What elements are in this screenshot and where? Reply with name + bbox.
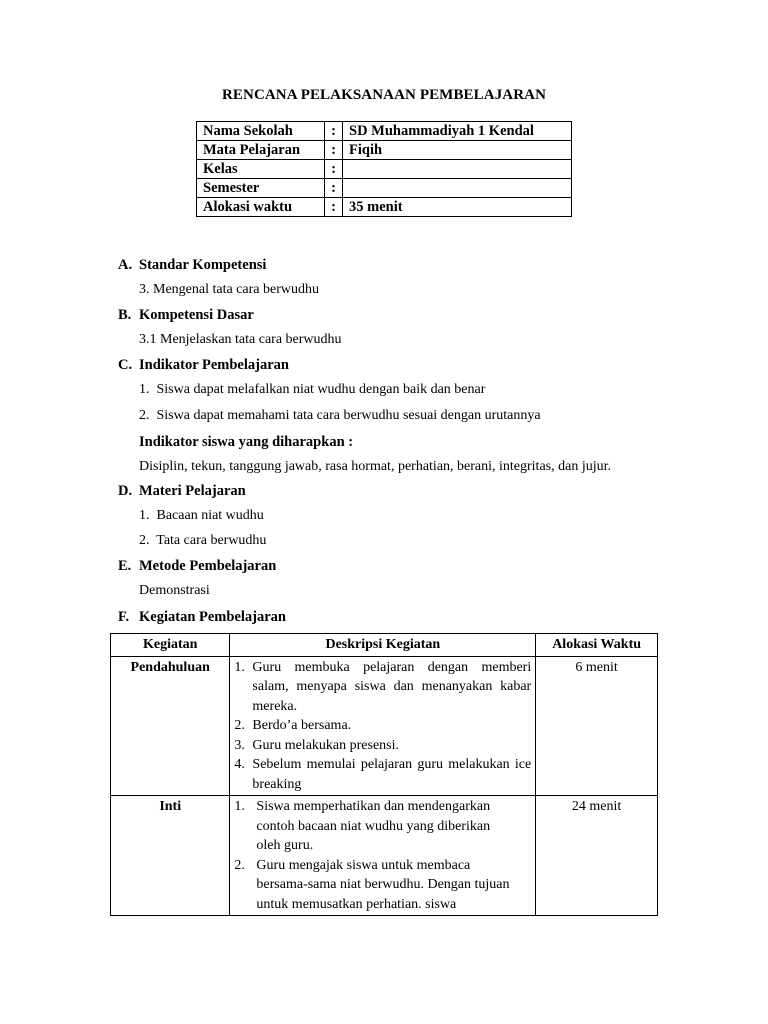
info-value: [343, 179, 572, 198]
info-label: Mata Pelajaran: [197, 141, 325, 160]
item-number: 1.: [234, 659, 245, 675]
list-item: [234, 716, 531, 736]
info-value: SD Muhammadiyah 1 Kendal: [343, 122, 572, 141]
item-number: 2.: [234, 718, 245, 733]
kegiatan-name: Pendahuluan: [111, 656, 230, 796]
section-f-heading: [118, 609, 286, 626]
item-number: 2.: [234, 857, 245, 873]
list-item: 2. Siswa dapat memahami tata cara berwudhu sesuai dengan urutannya: [139, 408, 541, 423]
kegiatan-name: Inti: [111, 796, 230, 916]
item-text: Guru membuka pelajaran dengan memberi salam, menyapa siswa dan menanyakan kabar mereka.: [252, 659, 532, 714]
section-b-text: 3.1 Menjelaskan tata cara berwudhu: [139, 332, 342, 347]
section-heading-text: Standar Kompetensi: [139, 257, 267, 273]
item-number: 4.: [234, 757, 245, 772]
section-b-heading: [118, 307, 254, 324]
info-label: Semester: [197, 179, 325, 198]
info-label: Alokasi waktu: [197, 198, 325, 217]
item-text: Berdo’a bersama.: [252, 718, 352, 733]
list-item: [234, 736, 531, 756]
section-d-heading: [118, 483, 246, 500]
section-letter: E.: [118, 558, 132, 574]
info-value: Fiqih: [343, 141, 572, 160]
table-row: [111, 796, 658, 916]
kegiatan-description: [230, 796, 536, 916]
section-letter: D.: [118, 483, 133, 499]
section-c-heading: [118, 357, 289, 374]
section-heading-text: Kompetensi Dasar: [139, 307, 254, 323]
list-item: [234, 755, 531, 794]
info-separator: :: [325, 179, 343, 198]
info-separator: :: [325, 141, 343, 160]
section-c-subheading: Indikator siswa yang diharapkan :: [139, 434, 354, 450]
item-number: 3.: [234, 737, 245, 753]
school-info-table: [196, 121, 572, 217]
section-c-subtext: Disiplin, tekun, tanggung jawab, rasa hormat, perhatian, berani, integritas, dan jujur.: [139, 459, 611, 474]
list-item: [234, 658, 531, 717]
section-letter: F.: [118, 609, 130, 625]
section-heading-text: Metode Pembelajaran: [139, 558, 277, 574]
section-heading-text: Indikator Pembelajaran: [139, 357, 289, 373]
list-item: 2. Tata cara berwudhu: [139, 533, 267, 548]
section-a-text: 3. Mengenal tata cara berwudhu: [139, 282, 319, 297]
kegiatan-time: 6 menit: [536, 656, 658, 796]
info-row: [197, 160, 572, 179]
info-value: [343, 160, 572, 179]
kegiatan-table: [110, 633, 658, 916]
table-header-row: [111, 634, 658, 657]
kegiatan-time: 24 menit: [536, 796, 658, 916]
info-row: [197, 179, 572, 198]
section-letter: A.: [118, 257, 133, 273]
list-item: 1. Siswa dapat melafalkan niat wudhu dengan baik dan benar: [139, 382, 486, 397]
section-heading-text: Materi Pelajaran: [139, 483, 246, 499]
item-text: Guru mengajak siswa untuk membaca bersama-sama niat berwudhu. Dengan tujuan untuk memusatkan perhatian. siswa: [256, 857, 510, 912]
section-a-heading: [118, 257, 266, 274]
item-text: Sebelum memulai pelajaran guru melakukan ice breaking: [252, 757, 532, 792]
list-item: [234, 856, 515, 915]
list-item: [234, 797, 515, 856]
kegiatan-description: [230, 656, 536, 796]
list-item: 1. Bacaan niat wudhu: [139, 508, 264, 523]
section-letter: C.: [118, 357, 133, 373]
column-header: Deskripsi Kegiatan: [230, 634, 536, 657]
item-number: 1.: [234, 799, 245, 814]
section-e-heading: [118, 558, 276, 575]
info-separator: :: [325, 122, 343, 141]
info-label: Nama Sekolah: [197, 122, 325, 141]
table-row: [111, 656, 658, 796]
section-letter: B.: [118, 307, 132, 323]
info-label: Kelas: [197, 160, 325, 179]
info-row: [197, 198, 572, 217]
section-heading-text: Kegiatan Pembelajaran: [139, 609, 286, 625]
document-title: RENCANA PELAKSANAAN PEMBELAJARAN: [221, 87, 547, 103]
info-value: 35 menit: [343, 198, 572, 217]
item-text: Guru melakukan presensi.: [252, 737, 399, 753]
column-header: Alokasi Waktu: [536, 634, 658, 657]
info-separator: :: [325, 160, 343, 179]
info-row: [197, 122, 572, 141]
item-text: Siswa memperhatikan dan mendengarkan contoh bacaan niat wudhu yang diberikan oleh guru.: [256, 799, 491, 853]
section-e-text: Demonstrasi: [139, 583, 210, 598]
info-separator: :: [325, 198, 343, 217]
column-header: Kegiatan: [111, 634, 230, 657]
info-row: [197, 141, 572, 160]
